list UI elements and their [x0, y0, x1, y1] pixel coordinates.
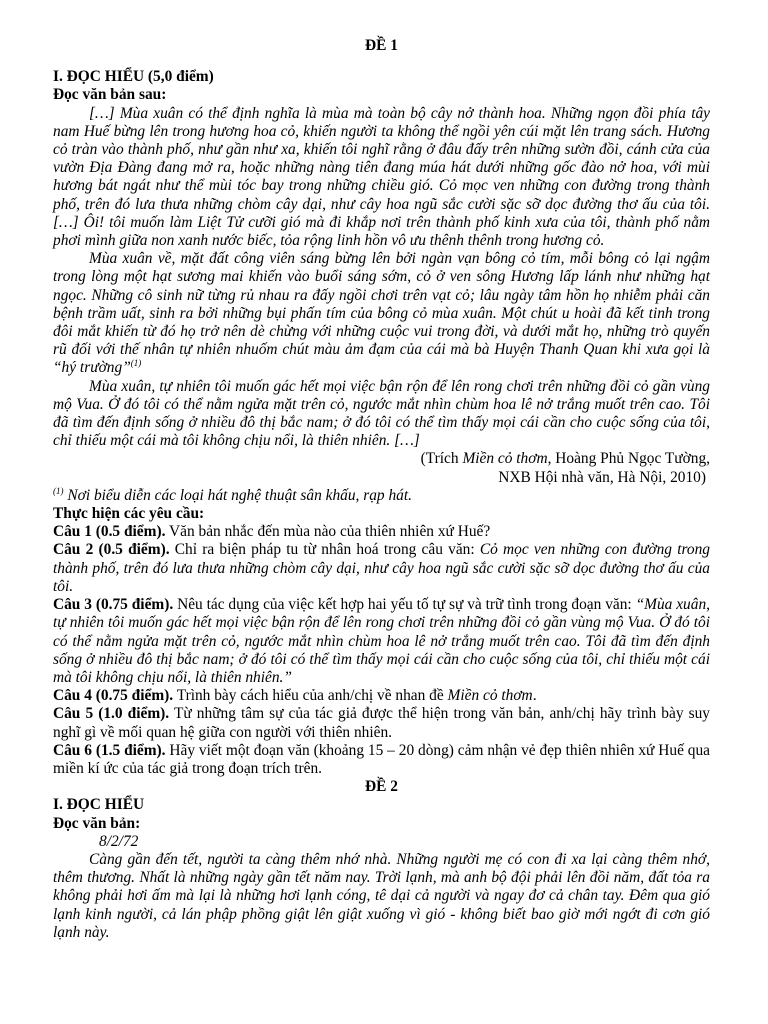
section-heading-reading-2: I. ĐỌC HIỂU — [53, 796, 145, 814]
read-instruction-2: Đọc văn bản: — [53, 814, 141, 832]
question-2-quote: Cỏ mọc ven những con đường trong thành phố, trên đó lưa thưa những chòm cây dại, như cây hoa ngũ sắc cười sặc sỡ dọc đường thơ ấu của tôi. — [53, 541, 710, 595]
passage-paragraph-3: Mùa xuân, tự nhiên tôi muốn gác hết mọi việc bận rộn để lên rong chơi trên những đồi cỏ gần vùng mộ Vua. Ở đó tôi có thể nằm ngửa mặt trên cỏ, ngước mắt nhìn chùm hoa lê nở trắng muốt trên cao. Tôi đã tìm đến định sống ở nhiều đô thị bắc nam; ở đó tôi có thể tìm thấy mọi cái cần cho cuộc sống của tôi, chỉ thiếu một cái mà tôi không chịu nổi, là thiên nhiên. […] — [53, 377, 710, 450]
question-4-label: Câu 4 (0.75 điểm). — [53, 687, 174, 705]
document-page — [53, 37, 710, 942]
citation-prefix: (Trích — [420, 450, 463, 468]
question-3 — [53, 596, 710, 687]
question-4-title: Miền cỏ thơm — [447, 687, 533, 705]
passage-2-paragraph-1: Càng gần đến tết, người ta càng thêm nhớ nhà. Những người mẹ có con đi xa lại càng thêm nhớ, thêm thương. Nhất là những ngày gần tết năm nay. Trời lạnh, mà anh bộ đội phải lên đồi năm, đất tỏa ra không phải hơi ấm mà lại là những hơi lạnh cóng, tê dại cả người và ngay đơ cả chân tay. Đêm qua gió lạnh kinh người, cả lán phập phồng giật lên giật xuống vì gió - không biết bao giờ mới ngớt đi cơn gió lạnh này. — [53, 850, 710, 941]
question-3-text: Nêu tác dụng của việc kết hợp hai yếu tố tự sự và trữ tình trong đoạn văn: — [173, 596, 636, 614]
passage-paragraph-2 — [53, 250, 710, 377]
citation-line-2: NXB Hội nhà văn, Hà Nội, 2010) — [498, 468, 706, 486]
question-6-text: Hãy viết một đoạn văn (khoảng 15 – 20 dòng) cảm nhận vẻ đẹp thiên nhiên xứ Huế qua miền kí ức của tác giả trong đoạn trích trên. — [53, 741, 710, 777]
question-3-label: Câu 3 (0.75 điểm). — [53, 596, 174, 614]
question-1-label: Câu 1 (0.5 điểm). — [53, 523, 166, 541]
question-6 — [53, 742, 710, 778]
question-5 — [53, 705, 710, 741]
footnote-ref-1: (1) — [130, 358, 142, 369]
question-2 — [53, 541, 710, 596]
question-3-quote: “Mùa xuân, tự nhiên tôi muốn gác hết mọi việc bận rộn để lên rong chơi trên những đồi cỏ gần vùng mộ Vua. Ở đó tôi có thể nằm ngửa mặt trên cỏ, ngước mắt nhìn chùm hoa lê nở trắng muốt trên cao. Tôi đã tìm đến định sống ở nhiều đô thị bắc nam; ở đó tôi có thể tìm thấy mọi cái cần cho cuộc sống của tôi, chỉ thiếu một cái mà tôi không chịu nổi, là thiên nhiên.” — [53, 596, 710, 686]
passage-paragraph-1: […] Mùa xuân có thể định nghĩa là mùa mà toàn bộ cây nở thành hoa. Những ngọn đồi phía tây nam Huế bừng lên trong hương hoa cỏ, khiến người ta không thể ngồi yên cúi mặt lên trang sách. Hương cỏ tràn vào thành phố, như gần như xa, khiến tôi nghĩ rằng ở đâu đấy trên những sườn đồi, cánh cửa của vườn Địa Đàng đang mở ra, hoặc những nàng tiên đang múa hát dưới những gốc đào nở hoa, với mùi hương bát ngát như thể mùi tóc bay trong những chiều gió. Cỏ mọc ven những con đường trong thành phố, trên đó lưa thưa những chòm cây dại, như cây hoa ngũ sắc cười sặc sỡ dọc đường thơ ấu của tôi. […] Ôi! tôi muốn làm Liệt Tử cưỡi gió mà đi khắp nơi trên thành phố kinh xưa của tôi, thành phố nằm phơi mình giữa non xanh nước biếc, tỏa rộng linh hồn vô ưu thênh thênh trong hương cỏ. — [53, 104, 710, 250]
question-2-label: Câu 2 (0.5 điểm). — [53, 541, 170, 559]
citation-author: , Hoàng Phủ Ngọc Tường, — [547, 450, 710, 468]
question-1-text: Văn bản nhắc đến mùa nào của thiên nhiên xứ Huế? — [165, 523, 491, 541]
passage-paragraph-2-text: Mùa xuân về, mặt đất công viên sáng bừng lên bởi ngàn vạn bông cỏ tím, mỗi bông cỏ lại ngậm trong lòng một hạt sương mai khiến vào buổi sáng sớm, cỏ ở ven sông Hương lấp lánh như những hạt ngọc. Những cô sinh nữ từng rủ nhau ra đấy ngồi chơi trên vạt cỏ; lâu ngày tâm hồn họ nhiễm phải căn bệnh trầm uất, sinh ra bởi những bụi phấn tím của bông cỏ mùa xuân. Một chút u hoài đã kết tinh trong đôi mắt khiến từ đó họ trở nên dè chừng với những cuộc vui trong đời, và dưới mắt họ, những trò quyến rũ đối với thế nhân tự nhiên nhuốm chút màu ảm đạm của cái mà bà Huyện Thanh Quan khi xưa gọi là “hý trường” — [53, 250, 710, 377]
diary-date: 8/2/72 — [99, 832, 139, 850]
question-6-label: Câu 6 (1.5 điểm). — [53, 741, 166, 759]
citation-line-1 — [53, 450, 710, 468]
question-4-text: Trình bày cách hiểu của anh/chị về nhan đề — [173, 687, 448, 705]
citation-book-title: Miền cỏ thơm — [462, 450, 548, 468]
read-instruction: Đọc văn bản sau: — [53, 86, 167, 104]
question-4 — [53, 687, 710, 705]
exam-title-1: ĐỀ 1 — [365, 37, 398, 54]
question-5-text: Từ những tâm sự của tác giả được thể hiện trong văn bản, anh/chị hãy trình bày suy nghĩ gì về mối quan hệ giữa con người với thiên nhiên. — [53, 705, 710, 741]
exam-title-2: ĐỀ 2 — [365, 778, 398, 796]
requirements-heading: Thực hiện các yêu cầu: — [53, 505, 205, 523]
question-1 — [53, 523, 710, 541]
footnote-text: Nơi biểu diễn các loại hát nghệ thuật sân khấu, rạp hát. — [63, 486, 412, 504]
footnote-marker: (1) — [53, 485, 64, 496]
question-2-text: Chỉ ra biện pháp tu từ nhân hoá trong câu văn: — [169, 541, 480, 559]
section-heading-reading: I. ĐỌC HIỂU (5,0 điểm) — [53, 68, 214, 86]
question-4-end: . — [532, 687, 537, 705]
question-5-label: Câu 5 (1.0 điểm). — [53, 705, 170, 723]
footnote-1 — [53, 487, 710, 505]
